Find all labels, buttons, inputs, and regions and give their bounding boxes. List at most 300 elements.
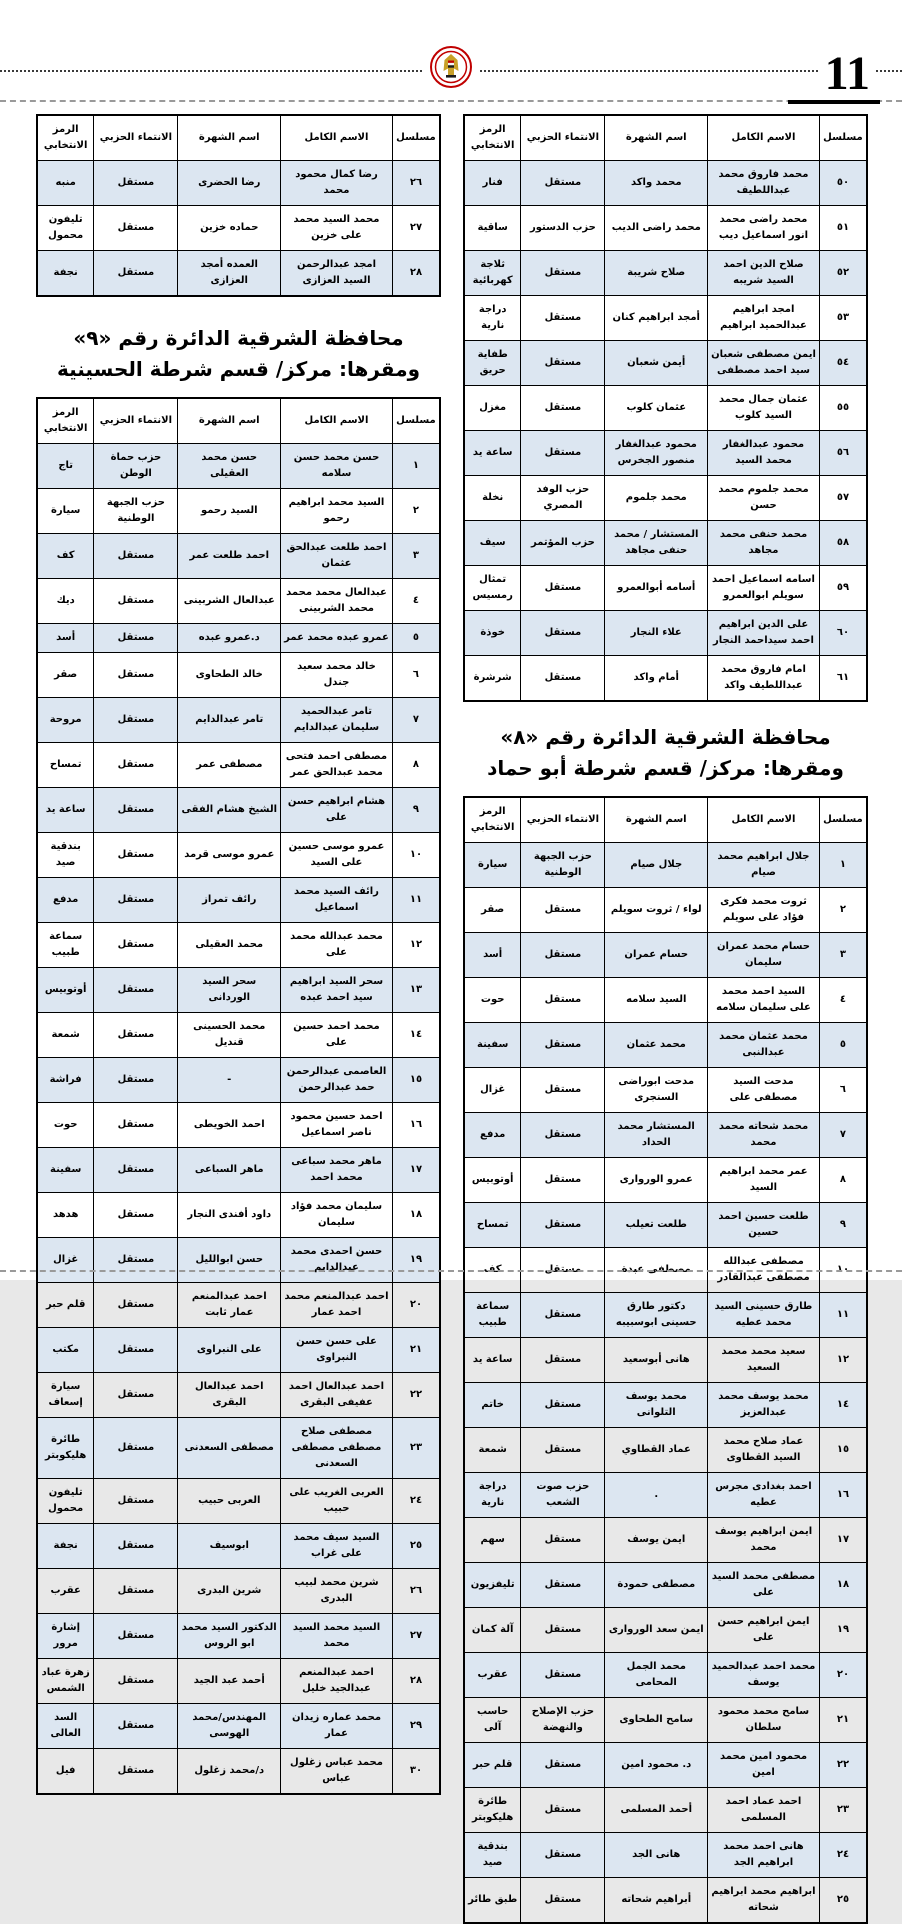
cell-serial: ١٨ xyxy=(392,1193,440,1238)
cell-full-name: تامر عبدالحميد سليمان عبدالدايم xyxy=(281,698,393,743)
candidate-row xyxy=(464,656,867,702)
cell-known-name: احمد عبدالمنعم عمار ثابت xyxy=(178,1283,281,1328)
cell-known-name: على النبراوى xyxy=(178,1328,281,1373)
cell-serial: ٢٥ xyxy=(392,1524,440,1569)
cell-electoral-symbol: دراجة نارية xyxy=(464,296,521,341)
cell-electoral-symbol: مدفع xyxy=(37,878,94,923)
cell-party-affiliation: مستقل xyxy=(94,1193,178,1238)
cell-electoral-symbol: شرشرة xyxy=(464,656,521,702)
cell-serial: ١٢ xyxy=(392,923,440,968)
cell-known-name: - xyxy=(178,1058,281,1103)
cell-electoral-symbol: شمعة xyxy=(464,1428,521,1473)
cell-electoral-symbol: قلم حبر xyxy=(37,1283,94,1328)
cell-party-affiliation: حزب الجبهة الوطنية xyxy=(94,489,178,534)
cell-electoral-symbol: حاسب آلى xyxy=(464,1698,521,1743)
cell-full-name: مصطفى محمد السيد على xyxy=(708,1563,820,1608)
cell-full-name: محمد عباس زغلول عباس xyxy=(281,1749,393,1795)
cell-electoral-symbol: سيف xyxy=(464,521,521,566)
candidate-row xyxy=(464,1563,867,1608)
cell-serial: ٢٧ xyxy=(392,206,440,251)
candidate-row xyxy=(37,833,440,878)
cell-party-affiliation: مستقل xyxy=(94,788,178,833)
cell-known-name: د.عمرو عبده xyxy=(178,624,281,653)
cell-serial: ٥٣ xyxy=(819,296,867,341)
cell-full-name: احمد حسين محمود ناصر اسماعيل xyxy=(281,1103,393,1148)
cell-serial: ٧ xyxy=(819,1113,867,1158)
cell-known-name: احمد عبدالعال البقرى xyxy=(178,1373,281,1418)
cell-known-name: رائف تمراز xyxy=(178,878,281,923)
cell-known-name: المستشار / محمد حنفى مجاهد xyxy=(605,521,708,566)
candidate-row xyxy=(37,206,440,251)
cell-party-affiliation: مستقل xyxy=(94,624,178,653)
cell-full-name: امجد ابراهيم عبدالحميد ابراهيم xyxy=(708,296,820,341)
cell-electoral-symbol: صقر xyxy=(37,653,94,698)
cell-party-affiliation: مستقل xyxy=(94,534,178,579)
cell-electoral-symbol: مكتب xyxy=(37,1328,94,1373)
cell-electoral-symbol: فراشة xyxy=(37,1058,94,1103)
cell-serial: ٢١ xyxy=(392,1328,440,1373)
candidate-row xyxy=(464,1743,867,1788)
cell-party-affiliation: مستقل xyxy=(521,1743,605,1788)
cell-known-name: مصطفى حمودة xyxy=(605,1563,708,1608)
district7-continuation-table xyxy=(463,114,868,702)
candidate-row xyxy=(464,1023,867,1068)
cell-known-name: جلال صيام xyxy=(605,843,708,888)
cell-serial: ١١ xyxy=(392,878,440,923)
candidate-row xyxy=(464,843,867,888)
cell-electoral-symbol: ساقية xyxy=(464,206,521,251)
cell-full-name: مصطفى عبدالله مصطفى عبدالقادر xyxy=(708,1248,820,1293)
cell-electoral-symbol: سيارة إسعاف xyxy=(37,1373,94,1418)
cell-known-name: عبدالعال الشربينى xyxy=(178,579,281,624)
cell-full-name: حسام محمد عمران سليمان xyxy=(708,933,820,978)
cell-full-name: سليمان محمد فؤاد سليمان xyxy=(281,1193,393,1238)
cell-party-affiliation: مستقل xyxy=(94,698,178,743)
candidate-row xyxy=(464,978,867,1023)
cell-electoral-symbol: كف xyxy=(464,1248,521,1293)
cell-serial: ١٠ xyxy=(392,833,440,878)
cell-party-affiliation: مستقل xyxy=(521,566,605,611)
candidate-row xyxy=(464,431,867,476)
cell-party-affiliation: مستقل xyxy=(94,833,178,878)
bottom-dashed-rule xyxy=(0,1270,902,1272)
cell-party-affiliation: مستقل xyxy=(521,656,605,702)
cell-serial: ٥٠ xyxy=(819,161,867,206)
candidate-row xyxy=(464,1833,867,1878)
cell-party-affiliation: مستقل xyxy=(94,923,178,968)
cell-party-affiliation: حزب صوت الشعب xyxy=(521,1473,605,1518)
candidate-row xyxy=(464,521,867,566)
candidate-row xyxy=(464,1608,867,1653)
cell-electoral-symbol: أسد xyxy=(37,624,94,653)
candidate-row xyxy=(37,1704,440,1749)
cell-serial: ١٨ xyxy=(819,1563,867,1608)
cell-known-name: الشيخ هشام الفقى xyxy=(178,788,281,833)
cell-electoral-symbol: تمثال رمسيس xyxy=(464,566,521,611)
cell-full-name: محمد يوسف محمد عبدالعزيز xyxy=(708,1383,820,1428)
column-header: اسم الشهرة xyxy=(605,115,708,161)
candidate-row xyxy=(37,1238,440,1283)
cell-known-name: مصطفى السعدنى xyxy=(178,1418,281,1479)
cell-known-name: محمد الحسينى قنديل xyxy=(178,1013,281,1058)
cell-party-affiliation: مستقل xyxy=(94,1749,178,1795)
cell-full-name: ثروت محمد فكرى فؤاد على سويلم xyxy=(708,888,820,933)
candidate-row xyxy=(37,1479,440,1524)
cell-full-name: مصطفى صلاح مصطفى مصطفى السعدنى xyxy=(281,1418,393,1479)
cell-full-name: العربى الغريب على حبيب xyxy=(281,1479,393,1524)
column-header: الاسم الكامل xyxy=(708,797,820,843)
cell-serial: ١٥ xyxy=(819,1428,867,1473)
column-header: الانتماء الحزبي xyxy=(521,115,605,161)
cell-party-affiliation: مستقل xyxy=(94,579,178,624)
cell-full-name: السيد محمد ابراهيم رحمو xyxy=(281,489,393,534)
column-header: الرمز الانتخابي xyxy=(464,115,521,161)
cell-party-affiliation: مستقل xyxy=(521,1608,605,1653)
cell-known-name: محمد يوسف التلوانى xyxy=(605,1383,708,1428)
cell-party-affiliation: مستقل xyxy=(521,611,605,656)
cell-full-name: امام فاروق محمد عبداللطيف واكد xyxy=(708,656,820,702)
candidate-row xyxy=(37,1373,440,1418)
cell-full-name: اسامه اسماعيل احمد سويلم ابوالعمرو xyxy=(708,566,820,611)
cell-party-affiliation: مستقل xyxy=(521,978,605,1023)
candidate-row xyxy=(464,341,867,386)
cell-serial: ٢٦ xyxy=(392,1569,440,1614)
column-header: الانتماء الحزبي xyxy=(94,398,178,444)
cell-full-name: احمد عبدالمنعم عبدالجيد خليل xyxy=(281,1659,393,1704)
cell-full-name: محمد عثمان محمد عبدالنبى xyxy=(708,1023,820,1068)
cell-serial: ٦٠ xyxy=(819,611,867,656)
cell-full-name: خالد محمد سعيد جندل xyxy=(281,653,393,698)
content-columns xyxy=(36,112,868,1924)
cell-electoral-symbol: مغزل xyxy=(464,386,521,431)
cell-electoral-symbol: تمساح xyxy=(37,743,94,788)
cell-party-affiliation: مستقل xyxy=(94,1614,178,1659)
cell-party-affiliation: مستقل xyxy=(521,1878,605,1924)
cell-electoral-symbol: طائرة هليكوبتر xyxy=(37,1418,94,1479)
cell-serial: ٣٠ xyxy=(392,1749,440,1795)
cell-known-name: خالد الطحاوى xyxy=(178,653,281,698)
cell-party-affiliation: مستقل xyxy=(521,431,605,476)
cell-serial: ٢٩ xyxy=(392,1704,440,1749)
cell-serial: ١١ xyxy=(819,1293,867,1338)
cell-full-name: ايمن مصطفى شعبان سيد احمد مصطفى xyxy=(708,341,820,386)
cell-full-name: امجد عبدالرحمن السيد العزازى xyxy=(281,251,393,297)
cell-party-affiliation: حزب الجبهة الوطنية xyxy=(521,843,605,888)
cell-full-name: طارق حسينى السيد محمد عطيه xyxy=(708,1293,820,1338)
cell-full-name: عمر محمد ابراهيم السيد xyxy=(708,1158,820,1203)
cell-serial: ١٢ xyxy=(819,1338,867,1383)
cell-known-name: أبراهيم شحاته xyxy=(605,1878,708,1924)
cell-party-affiliation: مستقل xyxy=(521,161,605,206)
candidate-row xyxy=(464,611,867,656)
cell-known-name: المهندس/محمد الهوسى xyxy=(178,1704,281,1749)
cell-party-affiliation: مستقل xyxy=(521,1068,605,1113)
cell-known-name: محمد واكد xyxy=(605,161,708,206)
candidate-row xyxy=(37,1058,440,1103)
column-header: مسلسل xyxy=(392,115,440,161)
cell-known-name: عمرو الوروارى xyxy=(605,1158,708,1203)
cell-known-name: محمد جلموم xyxy=(605,476,708,521)
cell-party-affiliation: حزب حماة الوطن xyxy=(94,444,178,489)
cell-party-affiliation: مستقل xyxy=(521,1653,605,1698)
candidate-row xyxy=(464,1653,867,1698)
cell-full-name: حسن محمد حسن سلامه xyxy=(281,444,393,489)
cell-electoral-symbol: أوتوبيس xyxy=(464,1158,521,1203)
cell-electoral-symbol: غزال xyxy=(37,1238,94,1283)
newspaper-logo xyxy=(422,46,480,92)
candidate-row xyxy=(464,206,867,251)
cell-full-name: محمد احمد عبدالحميد يوسف xyxy=(708,1653,820,1698)
cell-serial: ٢٢ xyxy=(819,1743,867,1788)
cell-full-name: مدحت السيد مصطفى على xyxy=(708,1068,820,1113)
cell-electoral-symbol: عقرب xyxy=(464,1653,521,1698)
cell-party-affiliation: مستقل xyxy=(521,1113,605,1158)
cell-party-affiliation: مستقل xyxy=(521,1428,605,1473)
candidate-row xyxy=(37,1659,440,1704)
candidate-row xyxy=(464,1383,867,1428)
candidate-row xyxy=(37,1328,440,1373)
cell-full-name: احمد عبدالعال احمد عفيفى البقرى xyxy=(281,1373,393,1418)
cell-party-affiliation: مستقل xyxy=(521,1293,605,1338)
candidate-row xyxy=(464,386,867,431)
cell-party-affiliation: حزب الإصلاح والنهضة xyxy=(521,1698,605,1743)
candidate-row xyxy=(464,933,867,978)
cell-serial: ٩ xyxy=(819,1203,867,1248)
cell-serial: ٥٨ xyxy=(819,521,867,566)
cell-serial: ٥٩ xyxy=(819,566,867,611)
table-header-row xyxy=(37,115,440,161)
candidate-row xyxy=(37,534,440,579)
cell-party-affiliation: مستقل xyxy=(94,1103,178,1148)
candidate-row xyxy=(464,1338,867,1383)
cell-full-name: احمد عبدالمنعم محمد احمد عمار xyxy=(281,1283,393,1328)
cell-party-affiliation: مستقل xyxy=(521,1338,605,1383)
cell-serial: ٦١ xyxy=(819,656,867,702)
cell-party-affiliation: حزب الدستور xyxy=(521,206,605,251)
candidate-row xyxy=(464,1698,867,1743)
cell-party-affiliation: مستقل xyxy=(521,1158,605,1203)
table-header-row xyxy=(37,398,440,444)
cell-electoral-symbol: قلم حبر xyxy=(464,1743,521,1788)
cell-known-name: حسن ابوالليل xyxy=(178,1238,281,1283)
candidate-row xyxy=(37,251,440,297)
cell-known-name: محمد راضى الديب xyxy=(605,206,708,251)
candidate-row xyxy=(464,296,867,341)
cell-electoral-symbol: صقر xyxy=(464,888,521,933)
cell-known-name: أسامه أبوالعمرو xyxy=(605,566,708,611)
candidate-row xyxy=(37,1193,440,1238)
cell-serial: ١٠ xyxy=(819,1248,867,1293)
cell-serial: ٢١ xyxy=(819,1698,867,1743)
cell-electoral-symbol: نجفة xyxy=(37,251,94,297)
candidate-row xyxy=(464,1203,867,1248)
cell-electoral-symbol: مدفع xyxy=(464,1113,521,1158)
cell-serial: ٥٦ xyxy=(819,431,867,476)
cell-full-name: السيد محمد السيد محمد xyxy=(281,1614,393,1659)
cell-known-name: هانى الجد xyxy=(605,1833,708,1878)
cell-known-name: لواء / ثروت سويلم xyxy=(605,888,708,933)
cell-electoral-symbol: إشارة مرور xyxy=(37,1614,94,1659)
cell-full-name: عماد صلاح محمد السيد القطاوى xyxy=(708,1428,820,1473)
cell-electoral-symbol: ثلاجة كهربائية xyxy=(464,251,521,296)
cell-electoral-symbol: أسد xyxy=(464,933,521,978)
cell-full-name: عمرو عبده محمد عمر xyxy=(281,624,393,653)
cell-full-name: محمد جلموم محمد حسن xyxy=(708,476,820,521)
cell-serial: ٦ xyxy=(392,653,440,698)
cell-full-name: شرين محمد لبيب البدرى xyxy=(281,1569,393,1614)
cell-party-affiliation: مستقل xyxy=(521,1563,605,1608)
cell-known-name: تامر عبدالدايم xyxy=(178,698,281,743)
cell-party-affiliation: مستقل xyxy=(521,1383,605,1428)
candidate-row xyxy=(37,444,440,489)
cell-full-name: ماهر محمد سباعى محمد احمد xyxy=(281,1148,393,1193)
right-column xyxy=(463,112,868,1924)
cell-party-affiliation: مستقل xyxy=(521,1833,605,1878)
cell-known-name: محمد العقيلى xyxy=(178,923,281,968)
cell-full-name: محمد عماره زيدان عمار xyxy=(281,1704,393,1749)
cell-serial: ١٥ xyxy=(392,1058,440,1103)
cell-full-name: العاصمى عبدالرحمن حمد عبدالرحمن xyxy=(281,1058,393,1103)
table-header-row xyxy=(464,797,867,843)
column-header: الرمز الانتخابي xyxy=(37,115,94,161)
candidate-row xyxy=(464,1293,867,1338)
column-header: اسم الشهرة xyxy=(178,115,281,161)
cell-serial: ١ xyxy=(392,444,440,489)
cell-electoral-symbol: ساعة يد xyxy=(464,1338,521,1383)
cell-full-name: رائف السيد محمد اسماعيل xyxy=(281,878,393,923)
cell-known-name: محمد الجمل المحامى xyxy=(605,1653,708,1698)
cell-electoral-symbol: سهم xyxy=(464,1518,521,1563)
candidate-row xyxy=(37,878,440,923)
cell-known-name: طلعت تعيلب xyxy=(605,1203,708,1248)
candidate-row xyxy=(37,1418,440,1479)
candidate-row xyxy=(37,968,440,1013)
cell-electoral-symbol: تليفون محمول xyxy=(37,206,94,251)
cell-electoral-symbol: حوت xyxy=(37,1103,94,1148)
candidate-row xyxy=(37,624,440,653)
cell-known-name: عمرو موسى قرمد xyxy=(178,833,281,878)
cell-serial: ٢٨ xyxy=(392,1659,440,1704)
cell-party-affiliation: مستقل xyxy=(94,968,178,1013)
cell-full-name: على الدين ابراهيم احمد سيداحمد النجار xyxy=(708,611,820,656)
cell-known-name: أيمن شعبان xyxy=(605,341,708,386)
cell-full-name: حسن احمدى محمد عبدالدايم xyxy=(281,1238,393,1283)
column-header: اسم الشهرة xyxy=(178,398,281,444)
cell-full-name: السيد احمد محمد على سليمان سلامه xyxy=(708,978,820,1023)
cell-serial: ٤ xyxy=(392,579,440,624)
candidate-row xyxy=(37,788,440,833)
column-header: مسلسل xyxy=(819,797,867,843)
cell-electoral-symbol: دراجة نارية xyxy=(464,1473,521,1518)
cell-electoral-symbol: خاتم xyxy=(464,1383,521,1428)
candidate-row xyxy=(37,489,440,534)
column-header: الانتماء الحزبي xyxy=(521,797,605,843)
cell-known-name: . xyxy=(605,1473,708,1518)
cell-full-name: عمرو موسى حسين على السيد xyxy=(281,833,393,878)
cell-party-affiliation: مستقل xyxy=(94,878,178,923)
cell-full-name: محمد حنفى محمد مجاهد xyxy=(708,521,820,566)
cell-known-name: عماد القطاوي xyxy=(605,1428,708,1473)
cell-known-name: شرين البدرى xyxy=(178,1569,281,1614)
cell-serial: ١٧ xyxy=(392,1148,440,1193)
cell-full-name: احمد طلعت عبدالحق عثمان xyxy=(281,534,393,579)
table-header-row xyxy=(464,115,867,161)
candidate-row xyxy=(37,161,440,206)
cell-party-affiliation: مستقل xyxy=(94,1328,178,1373)
district9-candidates-table xyxy=(36,397,441,1795)
column-header: مسلسل xyxy=(392,398,440,444)
cell-known-name: د. محمود امين xyxy=(605,1743,708,1788)
cell-known-name: صلاح شريبة xyxy=(605,251,708,296)
column-header: الرمز الانتخابي xyxy=(37,398,94,444)
cell-serial: ٢٢ xyxy=(392,1373,440,1418)
column-header: اسم الشهرة xyxy=(605,797,708,843)
cell-full-name: احمد عماد احمد المسلمى xyxy=(708,1788,820,1833)
cell-party-affiliation: مستقل xyxy=(94,1148,178,1193)
cell-serial: ١٧ xyxy=(819,1518,867,1563)
cell-known-name: أمام واكد xyxy=(605,656,708,702)
candidate-row xyxy=(464,1428,867,1473)
cell-serial: ٧ xyxy=(392,698,440,743)
cell-party-affiliation: مستقل xyxy=(94,1013,178,1058)
cell-party-affiliation: مستقل xyxy=(521,1023,605,1068)
cell-serial: ٩ xyxy=(392,788,440,833)
cell-full-name: سعيد محمد محمد السعيد xyxy=(708,1338,820,1383)
cell-serial: ١٩ xyxy=(392,1238,440,1283)
egypt-eagle-emblem-icon xyxy=(430,46,472,88)
cell-known-name: العمده أمجد العزازى xyxy=(178,251,281,297)
cell-known-name: ايمن سعد الوروارى xyxy=(605,1608,708,1653)
cell-serial: ٢٠ xyxy=(819,1653,867,1698)
cell-known-name: مصطفى عمر xyxy=(178,743,281,788)
cell-serial: ٨ xyxy=(392,743,440,788)
cell-serial: ٣ xyxy=(392,534,440,579)
cell-full-name: هانى احمد محمد ابراهيم الجد xyxy=(708,1833,820,1878)
cell-full-name: طلعت حسين احمد حسين xyxy=(708,1203,820,1248)
cell-electoral-symbol: تليفزيون xyxy=(464,1563,521,1608)
cell-electoral-symbol: حوت xyxy=(464,978,521,1023)
column-header: الاسم الكامل xyxy=(281,115,393,161)
cell-known-name: ابوسيف xyxy=(178,1524,281,1569)
cell-known-name: السيد رحمو xyxy=(178,489,281,534)
candidate-row xyxy=(37,1569,440,1614)
cell-full-name: السيد سيف محمد على غراب xyxy=(281,1524,393,1569)
cell-electoral-symbol: سماعة طبيب xyxy=(464,1293,521,1338)
cell-electoral-symbol: هدهد xyxy=(37,1193,94,1238)
district8-heading-line1: محافظة الشرقية الدائرة رقم «٨» xyxy=(500,725,831,749)
cell-party-affiliation: مستقل xyxy=(521,296,605,341)
cell-electoral-symbol: آلة كمان xyxy=(464,1608,521,1653)
page-number-underline xyxy=(788,100,880,104)
candidate-row xyxy=(37,698,440,743)
district8-candidates-table xyxy=(463,796,868,1924)
cell-party-affiliation: حزب الوفد المصري xyxy=(521,476,605,521)
cell-party-affiliation: مستقل xyxy=(94,1479,178,1524)
cell-electoral-symbol: منبه xyxy=(37,161,94,206)
cell-electoral-symbol: أوتوبيس xyxy=(37,968,94,1013)
candidate-row xyxy=(464,161,867,206)
cell-party-affiliation: مستقل xyxy=(94,161,178,206)
candidate-row xyxy=(37,1614,440,1659)
cell-full-name: محمد شحاته محمد محمد xyxy=(708,1113,820,1158)
candidate-row xyxy=(464,1473,867,1518)
cell-party-affiliation: مستقل xyxy=(94,1058,178,1103)
cell-serial: ٢٦ xyxy=(392,161,440,206)
cell-serial: ٤ xyxy=(819,978,867,1023)
cell-serial: ٨ xyxy=(819,1158,867,1203)
cell-full-name: احمد بغدادى مجرس عطيه xyxy=(708,1473,820,1518)
cell-known-name: العربى حبيب xyxy=(178,1479,281,1524)
